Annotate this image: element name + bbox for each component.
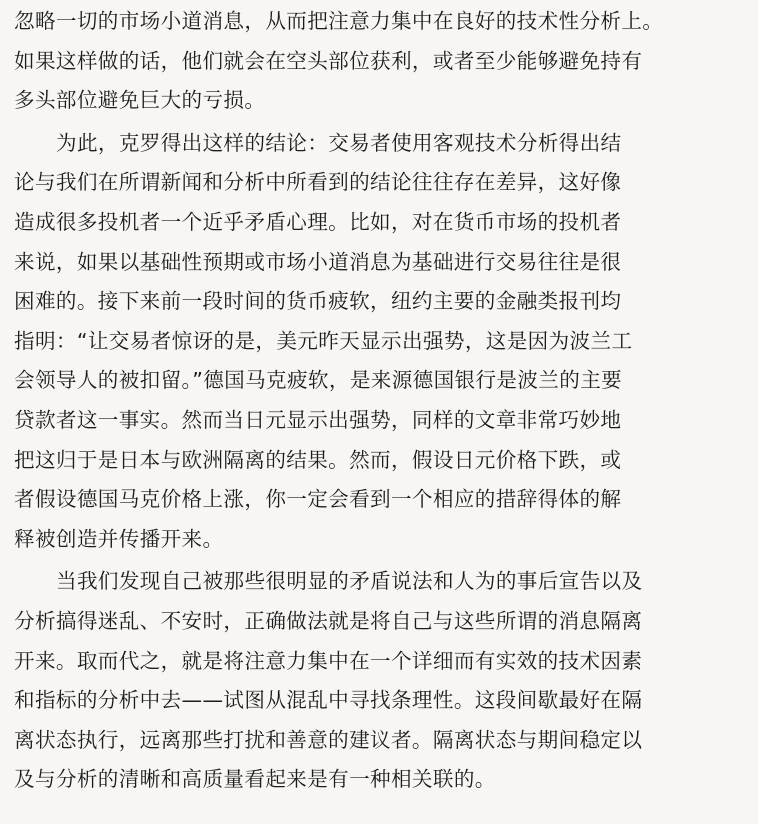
text-line: 开来。取而代之，就是将注意力集中在一个详细而有实效的技术因素 xyxy=(14,648,643,673)
text-line: 分析搞得迷乱、不安时，正确做法就是将自己与这些所谓的消息隔离 xyxy=(14,608,643,633)
paragraph-3 xyxy=(14,562,740,800)
text-line: 会领导人的被扣留。”德国马克疲软，是来源德国银行是波兰的主要 xyxy=(14,368,623,393)
text-line: 造成很多投机者一个近乎矛盾心理。比如，对在货币市场的投机者 xyxy=(14,209,622,234)
text-line: 如果这样做的话，他们就会在空头部位获利，或者至少能够避免持有 xyxy=(14,48,643,73)
text-line: 和指标的分析中去——试图从混乱中寻找条理性。这段间歇最好在隔 xyxy=(14,688,643,713)
text-line: 离状态执行，远离那些打扰和善意的建议者。隔离状态与期间稳定以 xyxy=(14,727,643,752)
text-line: 者假设德国马克价格上涨，你一定会看到一个相应的措辞得体的解 xyxy=(14,487,622,512)
text-line: 释被创造并传播开来。 xyxy=(14,526,224,551)
text-line: 指明：“让交易者惊讶的是，美元昨天显示出强势，这是因为波兰工 xyxy=(14,328,633,353)
paragraph-2 xyxy=(14,124,740,560)
text-line: 贷款者这一事实。然而当日元显示出强势，同样的文章非常巧妙地 xyxy=(14,407,622,432)
text-line: 当我们发现自己被那些很明显的矛盾说法和人为的事后宣告以及 xyxy=(56,569,643,594)
text-line: 及与分析的清晰和高质量看起来是有一种相关联的。 xyxy=(14,767,496,792)
text-line: 来说，如果以基础性预期或市场小道消息为基础进行交易往往是很 xyxy=(14,249,622,274)
text-line: 忽略一切的市场小道消息，从而把注意力集中在良好的技术性分析上。 xyxy=(14,9,664,33)
paragraph-1 xyxy=(14,2,740,121)
text-line: 困难的。接下来前一段时间的货币疲软，纽约主要的金融类报刊均 xyxy=(14,289,622,314)
text-line: 论与我们在所谓新闻和分析中所看到的结论往往存在差异，这好像 xyxy=(14,170,622,195)
text-line: 多头部位避免巨大的亏损。 xyxy=(14,88,266,113)
text-line: 把这归于是日本与欧洲隔离的结果。然而，假设日元价格下跌，或 xyxy=(14,447,622,472)
text-line: 为此，克罗得出这样的结论：交易者使用客观技术分析得出结 xyxy=(56,130,622,155)
